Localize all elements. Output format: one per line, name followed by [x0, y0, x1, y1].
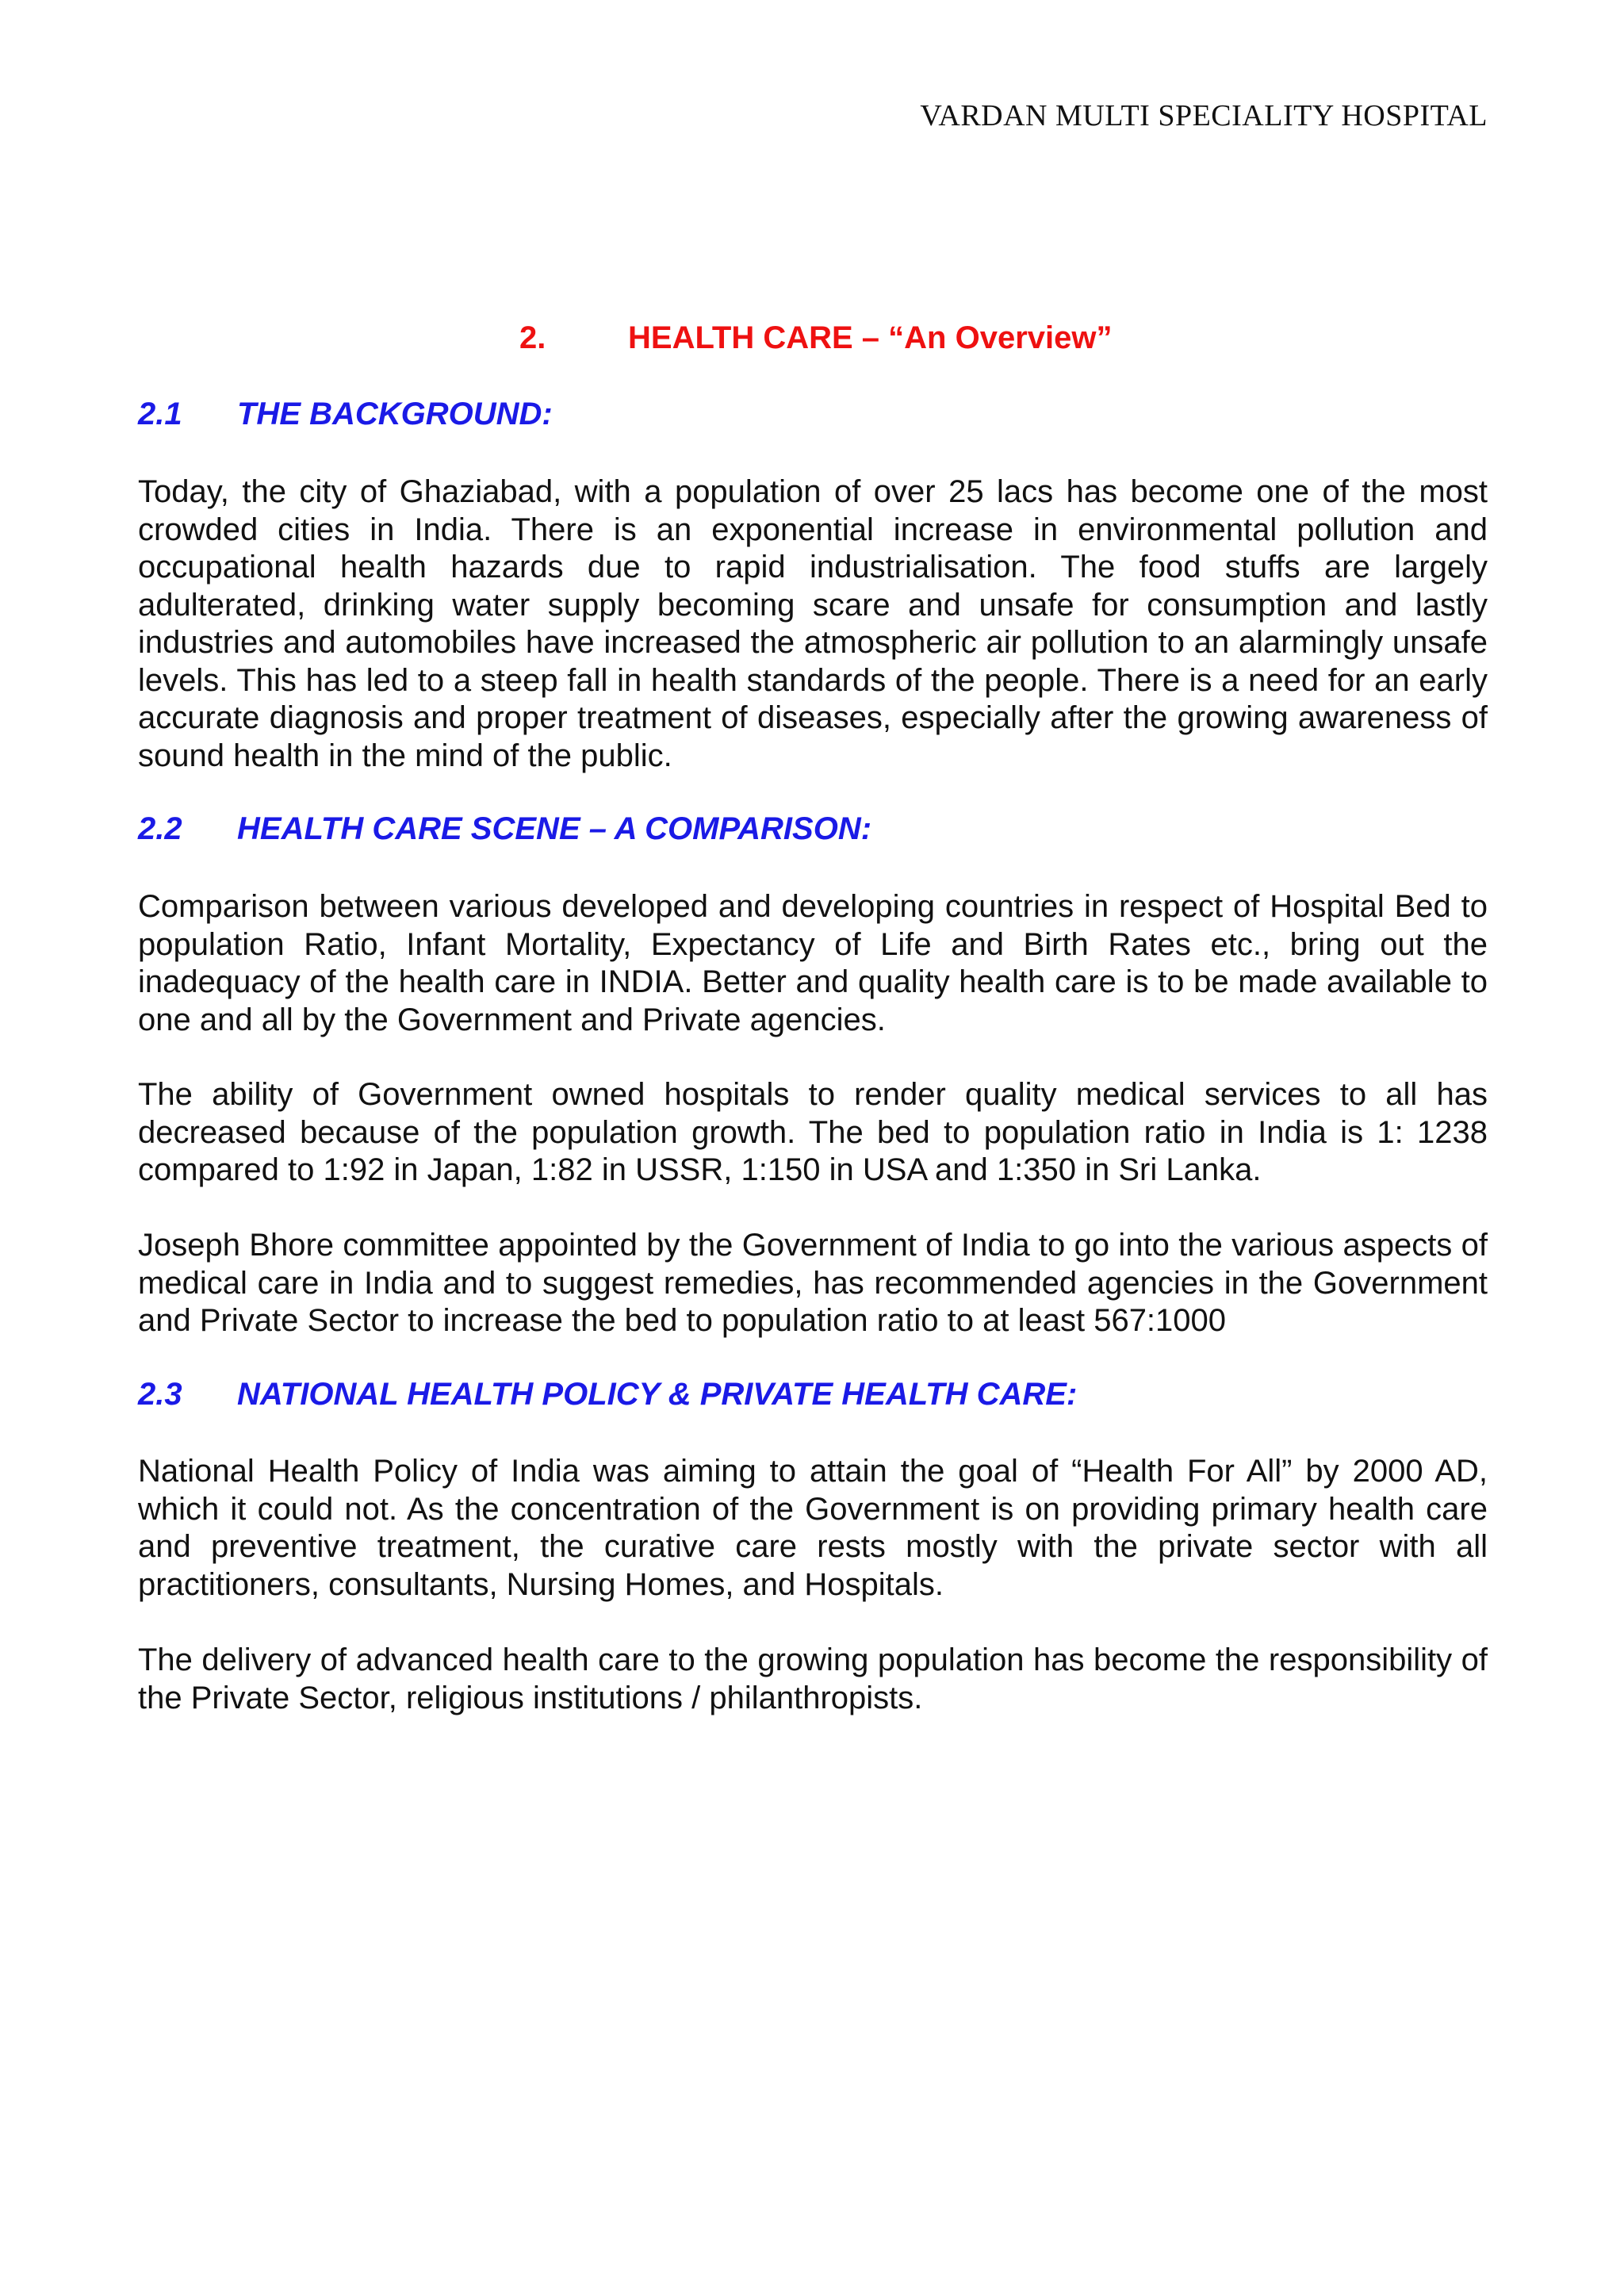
- section-title: HEALTH CARE SCENE – A COMPARISON:: [237, 811, 872, 846]
- paragraph-bed-ratio: The ability of Government owned hospitals to render quality medical services to all has decreased because of the population growth. The bed to population ratio in India is 1: 1238 compared to 1:92 in Japan, 1:82 in USSR, 1:150 in USA and 1:350 in Sri Lanka.: [138, 1077, 1488, 1187]
- paragraph-private-sector: The delivery of advanced health care to the growing population has become the responsibility of the Private Sector, religious institutions / philanthropists.: [138, 1642, 1488, 1715]
- paragraph-national-policy: National Health Policy of India was aiming to attain the goal of “Health For All” by 2000 AD, which it could not. As the concentration of the Government is on providing primary health care and preventive treatment, the curative care rests mostly with the private sector with all practitioners, consultants, Nursing Homes, and Hospitals.: [138, 1454, 1488, 1602]
- section-number: 2.3: [138, 1377, 182, 1412]
- section-number: 2.1: [138, 397, 182, 431]
- section-number: 2.2: [138, 811, 182, 846]
- running-header: VARDAN MULTI SPECIALITY HOSPITAL: [920, 99, 1488, 132]
- section-title: NATIONAL HEALTH POLICY & PRIVATE HEALTH CARE:: [237, 1377, 1078, 1412]
- section-title: THE BACKGROUND:: [237, 397, 553, 431]
- paragraph-bhore-committee: Joseph Bhore committee appointed by the Government of India to go into the various aspects of medical care in India and to suggest remedies, has recommended agencies in the Government and Private Sector to increase the bed to population ratio to at least 567:1000: [138, 1228, 1488, 1338]
- paragraph-background: Today, the city of Ghaziabad, with a population of over 25 lacs has become one of the most crowded cities in India. There is an exponential increase in environmental pollution and occupational health hazards due to rapid industrialisation. The food stuffs are largely adulterated, drinking water supply becoming scare and unsafe for consumption and lastly industries and automobiles have increased the atmospheric air pollution to an alarmingly unsafe levels. This has led to a steep fall in health standards of the people. There is a need for an early accurate diagnosis and proper treatment of diseases, especially after the growing awareness of sound health in the mind of the public.: [138, 474, 1488, 773]
- chapter-number: 2.: [519, 320, 546, 355]
- chapter-title-text: HEALTH CARE – “An Overview”: [628, 320, 1113, 355]
- paragraph-comparison: Comparison between various developed and developing countries in respect of Hospital Bed to population Ratio, Infant Mortality, Expectancy of Life and Birth Rates etc., bring out the inadequacy of the health care in INDIA. Better and quality health care is to be made available to one and all by the Government and Private agencies.: [138, 889, 1488, 1037]
